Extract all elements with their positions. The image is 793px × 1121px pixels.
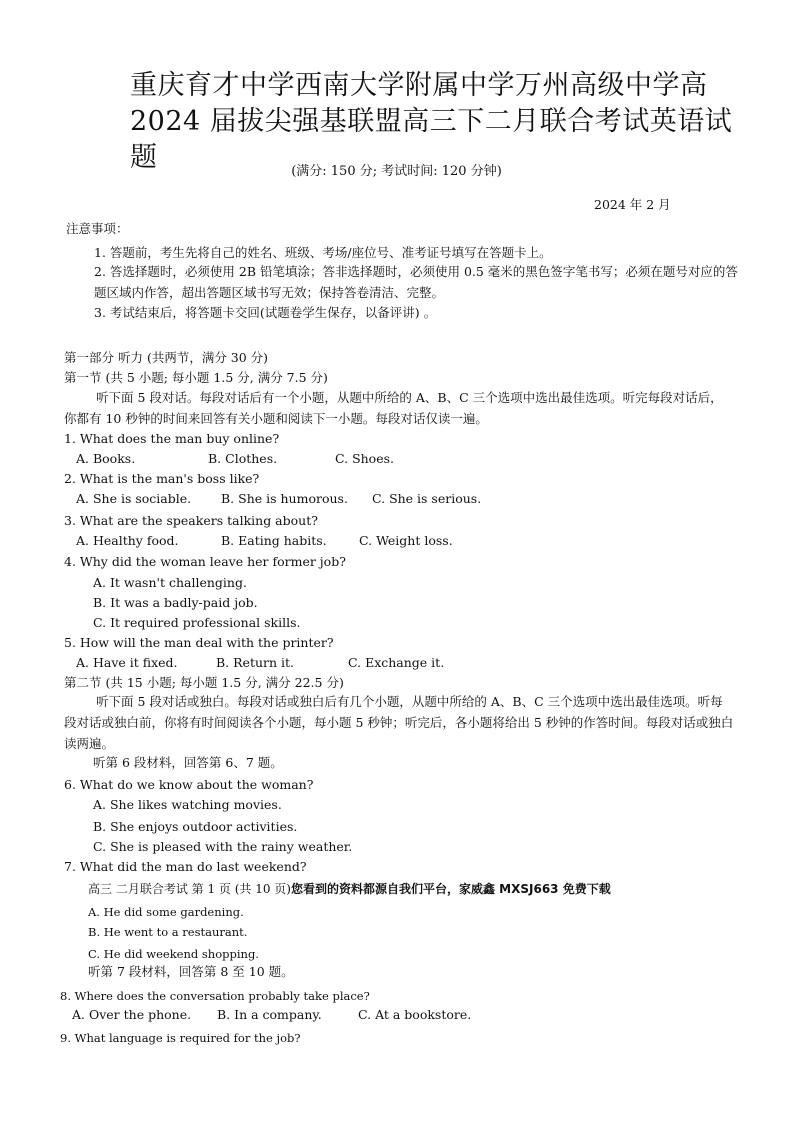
exam-date: 2024 年 2 月: [594, 197, 671, 212]
notice-item-3: 3. 考试结束后，将答题卡交回(试题卷学生保存，以备评讲) 。: [94, 305, 437, 320]
question-9-stem: 9. What language is required for the job?: [60, 1031, 301, 1045]
part1-heading: 第一部分 听力 (共两节，满分 30 分): [64, 350, 269, 365]
question-4-option-b: B. It was a badly-paid job.: [93, 595, 258, 610]
page-footer: [88, 880, 611, 897]
exam-title: 重庆育才中学西南大学附属中学万州高级中学高 2024 届拔尖强基联盟高三下二月联合考试英语试题: [130, 70, 733, 173]
section1-heading: 第一节 (共 5 小题; 每小题 1.5 分, 满分 7.5 分): [64, 370, 328, 385]
option-b: B. Clothes.: [208, 451, 278, 466]
download-notice: 您看到的资料都源自我们平台，家威鑫 MXSJ663 免费下载: [290, 882, 611, 896]
question-8-stem: 8. Where does the conversation probably take place?: [60, 989, 370, 1003]
option-a: A. Books.: [76, 451, 136, 466]
option-a: A. She is sociable.: [76, 491, 192, 506]
notice-heading: 注意事项：: [66, 221, 129, 236]
question-6-stem: 6. What do we know about the woman?: [64, 777, 314, 792]
question-4-option-a: A. It wasn't challenging.: [93, 575, 247, 590]
question-7-stem: 7. What did the man do last weekend?: [64, 859, 307, 874]
section2-instructions: 听下面 5 段对话或独白。每段对话或独白后有几个小题，从题中所给的 A、B、C 三个选项中选出最佳选项。听每段对话或独白前，你将有时间阅读各个小题，每小题 5 秒钟；听完后，各小题将给出 5 秒钟的作答时间。每段对话或独白读两遍。: [64, 694, 734, 751]
question-3-stem: 3. What are the speakers talking about?: [64, 513, 318, 528]
option-b: B. She is humorous.: [221, 491, 348, 506]
question-5-stem: 5. How will the man deal with the printer?: [64, 635, 334, 650]
section1-instructions: 听下面 5 段对话。每段对话后有一个小题，从题中所给的 A、B、C 三个选项中选出最佳选项。听完每段对话后，你都有 10 秒钟的时间来回答有关小题和阅读下一小题。每段对话仅读一遍。: [64, 390, 723, 426]
question-6-option-b: B. She enjoys outdoor activities.: [93, 819, 298, 834]
option-c: C. Shoes.: [335, 451, 394, 466]
exam-subtitle: (满分: 150 分; 考试时间: 120 分钟): [291, 164, 502, 179]
option-b: B. Eating habits.: [221, 533, 327, 548]
option-c: C. Exchange it.: [348, 655, 445, 670]
option-c: C. At a bookstore.: [358, 1007, 472, 1022]
option-c: C. Weight loss.: [359, 533, 453, 548]
option-a: A. Have it fixed.: [76, 655, 178, 670]
option-a: A. Over the phone.: [72, 1007, 192, 1022]
question-7-option-a: A. He did some gardening.: [88, 905, 244, 919]
notice-item-2: 2. 答选择题时，必须使用 2B 铅笔填涂；答非选择题时，必须使用 0.5 毫米的黑色签字笔书写；必须在题号对应的答题区域内作答，超出答题区域书写无效；保持答卷清洁、完整。: [94, 264, 738, 300]
question-6-option-c: C. She is pleased with the rainy weather.: [93, 839, 353, 854]
option-b: B. In a company.: [217, 1007, 322, 1022]
notice-item-1: 1. 答题前，考生先将自己的姓名、班级、考场/座位号、准考证号填写在答题卡上。: [94, 245, 552, 260]
question-4-option-c: C. It required professional skills.: [93, 615, 301, 630]
question-1-stem: 1. What does the man buy online?: [64, 431, 280, 446]
option-a: A. Healthy food.: [76, 533, 179, 548]
page-number: 高三 二月联合考试 第 1 页 (共 10 页): [88, 882, 291, 896]
option-c: C. She is serious.: [372, 491, 482, 506]
section2-heading: 第二节 (共 15 小题; 每小题 1.5 分, 满分 22.5 分): [64, 675, 344, 690]
question-7-option-c: C. He did weekend shopping.: [88, 947, 259, 961]
question-4-stem: 4. Why did the woman leave her former job?: [64, 554, 346, 569]
question-7-option-b: B. He went to a restaurant.: [88, 925, 248, 939]
material-6-note: 听第 6 段材料，回答第 6、7 题。: [93, 755, 283, 770]
material-7-note: 听第 7 段材料，回答第 8 至 10 题。: [88, 964, 294, 979]
option-b: B. Return it.: [216, 655, 295, 670]
question-2-stem: 2. What is the man's boss like?: [64, 471, 260, 486]
question-6-option-a: A. She likes watching movies.: [93, 797, 282, 812]
